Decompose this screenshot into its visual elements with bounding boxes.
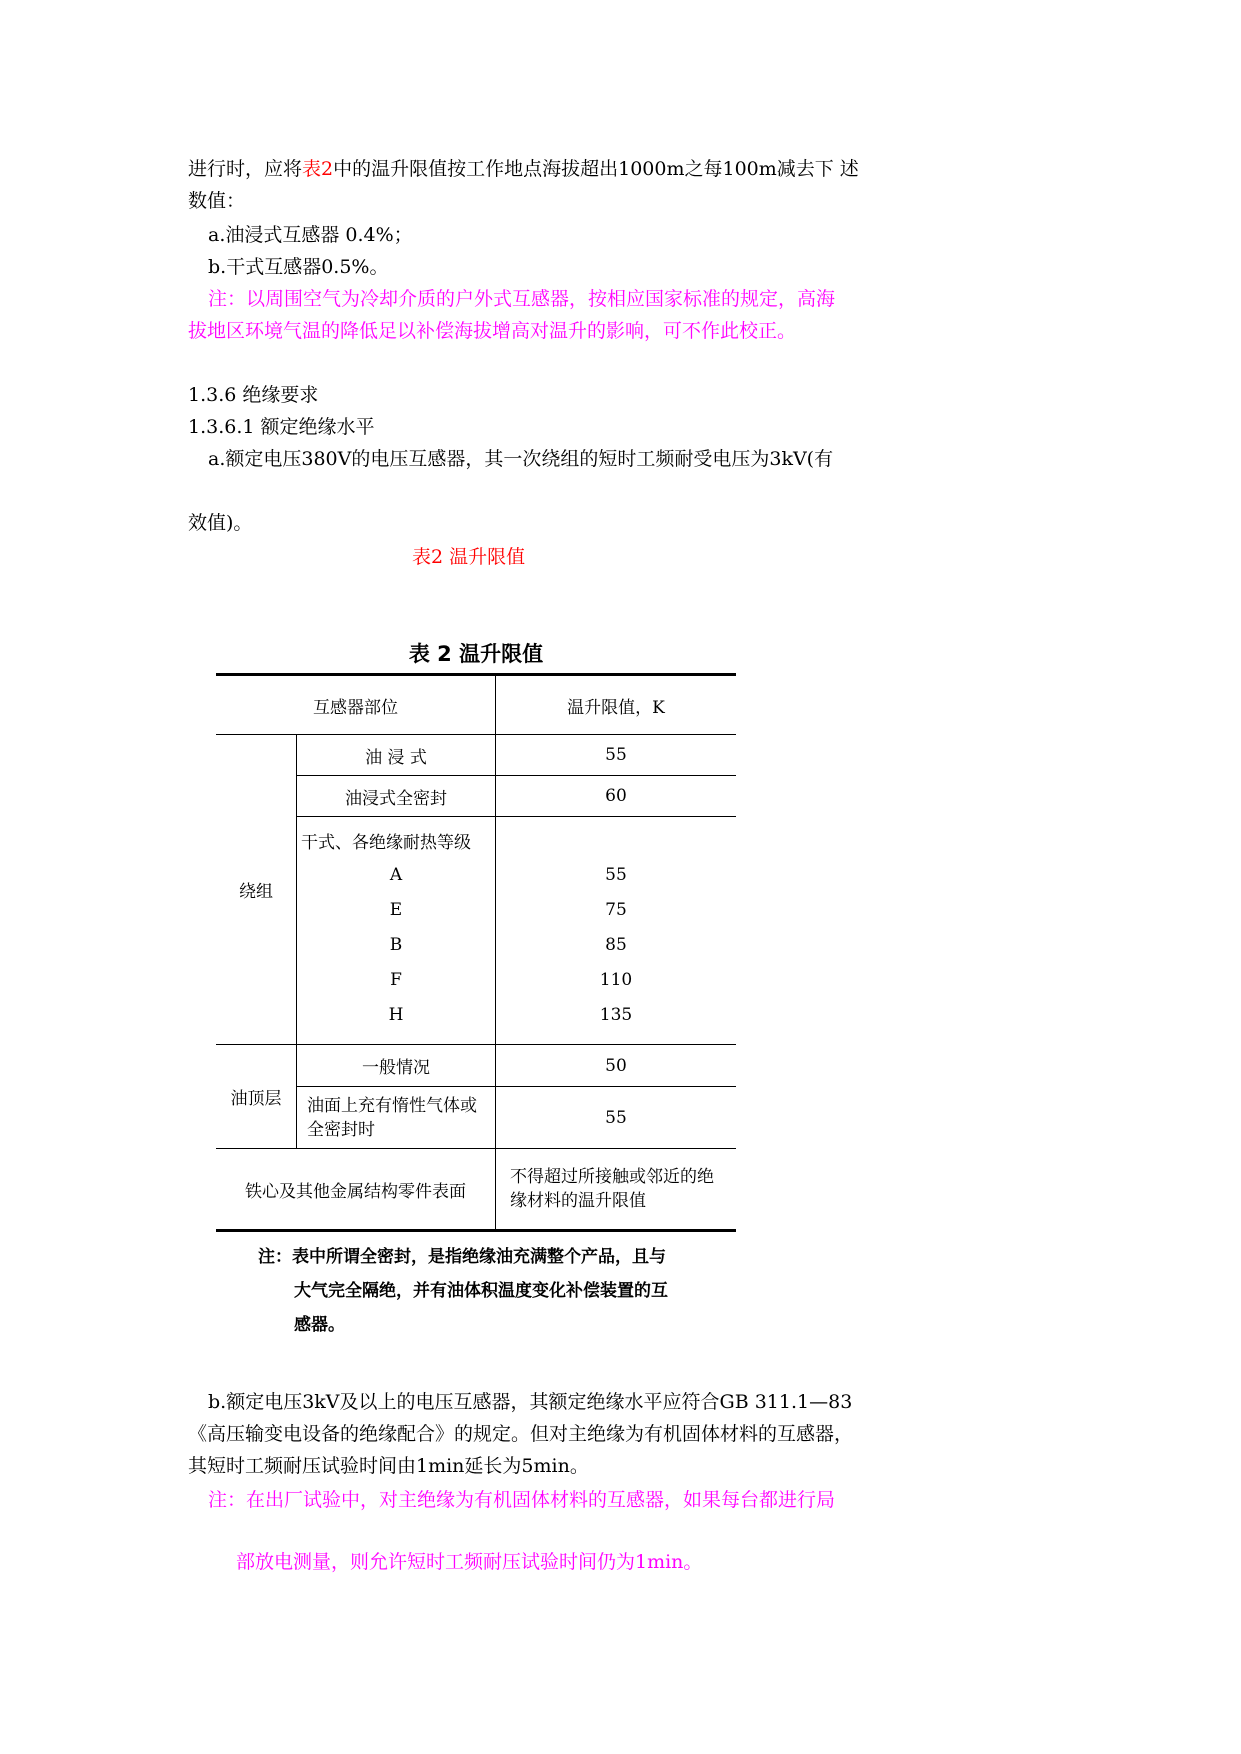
row-name: 油面上充有惰性气体或全密封时 <box>297 1087 496 1149</box>
row-value: 55 <box>496 735 737 776</box>
temperature-rise-table <box>216 673 736 1232</box>
class-list <box>301 858 491 1033</box>
table-row <box>216 1045 736 1087</box>
row-name: 油 浸 式 <box>297 735 496 776</box>
class-label: H <box>388 1005 404 1025</box>
list-item-b: b.干式互感器0.5%。 <box>208 256 389 278</box>
class-value: 75 <box>605 900 627 920</box>
table-row <box>216 735 736 776</box>
table-header-row <box>216 675 736 735</box>
class-value: 85 <box>605 935 627 955</box>
class-label: A <box>389 865 403 885</box>
table-row <box>216 1149 736 1231</box>
class-label: B <box>389 935 403 955</box>
table-caption: 表2 温升限值 <box>412 546 526 568</box>
row-name: 油浸式全密封 <box>297 776 496 817</box>
table-note-line: 感器。 <box>294 1315 345 1335</box>
row-value: 60 <box>496 776 737 817</box>
row-name: 铁心及其他金属结构零件表面 <box>216 1149 496 1231</box>
class-values-cell <box>496 817 737 1045</box>
paragraph-line: 效值)。 <box>188 512 253 534</box>
dry-type-title: 干式、各绝缘耐热等级 <box>301 833 471 853</box>
text: 中的温升限值按工作地点海拔超出1000m之每100m减去下 述 <box>333 158 859 180</box>
note-line: 部放电测量，则允许短时工频耐压试验时间仍为1min。 <box>236 1551 703 1573</box>
paragraph-line: 《高压输变电设备的绝缘配合》的规定。但对主绝缘为有机固体材料的互感器， <box>188 1423 854 1445</box>
row-value: 50 <box>496 1045 737 1087</box>
row-value: 55 <box>496 1087 737 1149</box>
note-line: 拔地区环境气温的降低足以补偿海拔增高对温升的影响，可不作此校正。 <box>188 320 797 342</box>
header-limit: 温升限值，K <box>496 675 737 735</box>
section-heading: 1.3.6 绝缘要求 <box>188 384 319 406</box>
paragraph-line: 其短时工频耐压试验时间由1min延长为5min。 <box>188 1455 589 1477</box>
class-label: F <box>390 970 402 990</box>
class-value: 55 <box>605 865 627 885</box>
class-value: 110 <box>599 970 633 990</box>
row-value: 不得超过所接触或邻近的绝缘材料的温升限值 <box>496 1149 737 1231</box>
paragraph-line: a.额定电压380V的电压互感器，其一次绕组的短时工频耐受电压为3kV(有 <box>208 448 834 470</box>
note-line: 注：在出厂试验中，对主绝缘为有机固体材料的互感器，如果每台都进行局 <box>208 1489 836 1511</box>
dry-type-cell <box>297 817 496 1045</box>
table-note-line: 大气完全隔绝，并有油体积温度变化补偿装置的互 <box>294 1281 668 1301</box>
table-title: 表 2 温升限值 <box>408 642 544 666</box>
table-reference-link[interactable]: 表2 <box>302 158 334 180</box>
header-part: 互感器部位 <box>216 675 496 735</box>
row-name: 一般情况 <box>297 1045 496 1087</box>
table-note <box>258 1240 758 1342</box>
note-line: 注：以周围空气为冷却介质的户外式互感器，按相应国家标准的规定，高海 <box>208 288 836 310</box>
winding-label: 绕组 <box>216 735 297 1045</box>
list-item-a: a.油浸式互感器 0.4%； <box>208 224 413 246</box>
table-note-line: 注：表中所谓全密封，是指绝缘油充满整个产品，且与 <box>258 1247 666 1267</box>
paragraph-line: 数值： <box>188 190 246 212</box>
class-label: E <box>389 900 403 920</box>
class-value: 135 <box>599 1005 633 1025</box>
paragraph-line <box>188 156 859 182</box>
text: 进行时，应将 <box>188 158 303 180</box>
subsection-heading: 1.3.6.1 额定绝缘水平 <box>188 416 375 438</box>
class-values <box>500 858 732 1033</box>
paragraph-line: b.额定电压3kV及以上的电压互感器，其额定绝缘水平应符合GB 311.1—83 <box>208 1391 853 1413</box>
oil-top-label: 油顶层 <box>216 1045 297 1149</box>
